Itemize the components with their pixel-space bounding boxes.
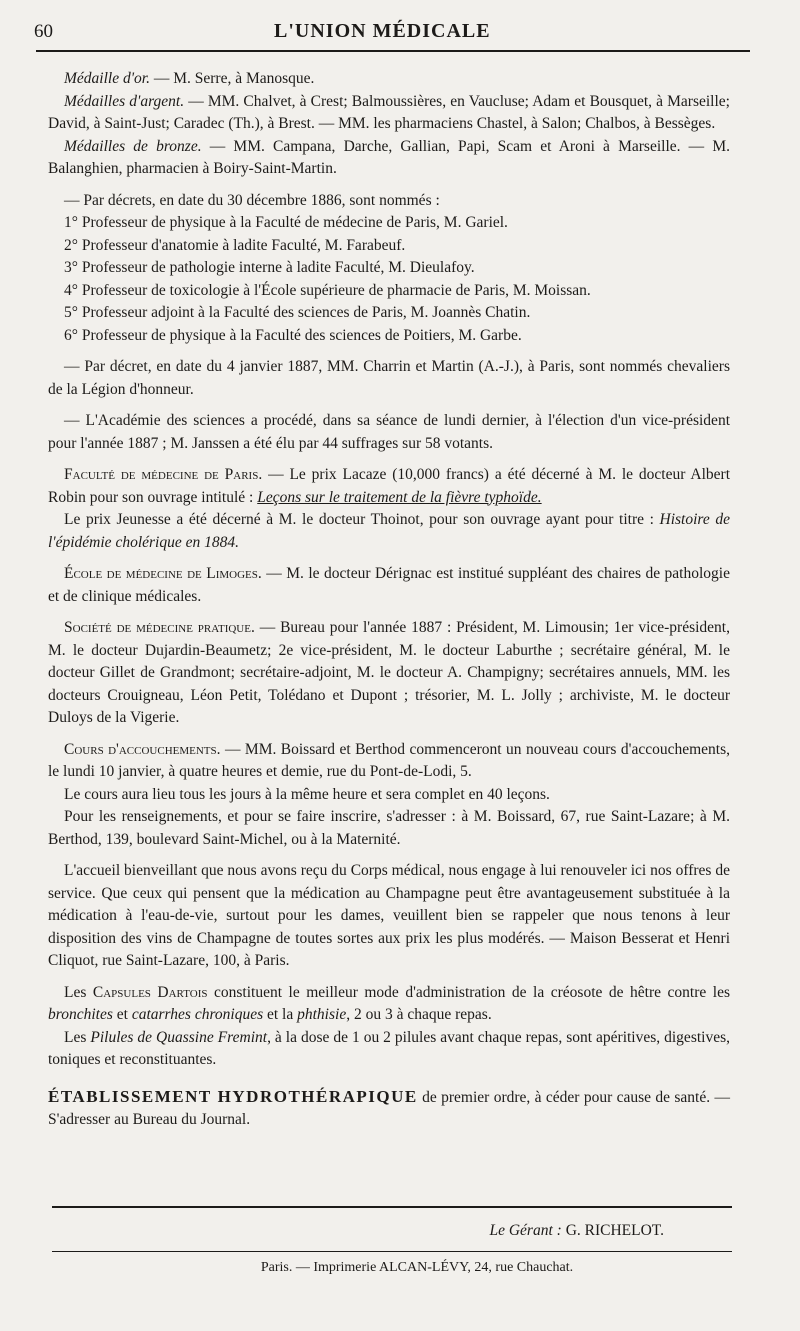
decree-item: 1° Professeur de physique à la Faculté de médecine de Paris, M. Gariel.	[64, 214, 508, 231]
section-heading: Cours d'accouchements.	[64, 740, 221, 758]
decrees-intro: — Par décrets, en date du 30 décembre 1886, sont nommés :	[64, 191, 440, 209]
section-heading: Faculté de médecine de Paris.	[64, 466, 263, 483]
page-header	[34, 20, 748, 50]
decree-item: 5° Professeur adjoint à la Faculté des sciences de Paris, M. Joannès Chatin.	[64, 304, 531, 321]
decree-item: 2° Professeur d'anatomie à ladite Faculté, M. Farabeuf.	[64, 236, 406, 254]
page-number: 60	[34, 21, 53, 42]
medal-gold: Médaille d'or. — M. Serre, à Manosque.	[64, 70, 315, 87]
legion-notice: — Par décret, en date du 4 janvier 1887, MM. Charrin et Martin (A.-J.), à Paris, sont nommés chevaliers de la Légion d'honneur.	[48, 358, 730, 398]
decree-item: 4° Professeur de toxicologie à l'École supérieure de pharmacie de Paris, M. Moissan.	[64, 281, 591, 299]
footer-rule	[52, 1251, 732, 1252]
section-heading: École de médecine de Limoges.	[64, 565, 262, 582]
societe-notice: Société de médecine pratique. — Bureau pour l'année 1887 : Président, M. Limousin; 1er vice-président, M. le docteur Dujardin-Beaumetz; 2e vice-président, M. le docteur Laburthe ; secrétaire général, M. le docteur Gillet de Grandmont; secrétaire-adjoint, M. le docteur A. Champigny; secrétaires annuels, MM. les docteurs Crouigneau, Léon Petit, Tolédano et Dupont ; trésorier, M. L. Jolly ; archiviste, M. le docteur Duloys de la Vigerie.	[48, 619, 730, 726]
medal-bronze: Médailles de bronze. — MM. Campana, Darche, Gallian, Papi, Scam et Aroni à Marseille. — M. Balanghien, pharmacien à Boiry-Saint-Martin.	[48, 137, 730, 177]
etablissement-advert: ÉTABLISSEMENT HYDROTHÉRAPIQUE de premier ordre, à céder pour cause de santé. — S'adresser au Bureau du Journal.	[48, 1086, 730, 1128]
medal-silver: Médailles d'argent. — MM. Chalvet, à Crest; Balmoussières, en Vaucluse; Adam et Bousquet, à Marseille; David, à Saint-Just; Caradec (Th.), à Brest. — MM. les pharmaciens Chastel, à Salon; Chalbos, à Bessèges.	[48, 92, 730, 132]
cours-contact: Pour les renseignements, et pour se faire inscrire, s'adresser : à M. Boissard, 67, rue Saint-Lazare; à M. Berthod, 139, boulevard Saint-Michel, ou à la Maternité.	[48, 808, 730, 848]
decree-item: 3° Professeur de pathologie interne à ladite Faculté, M. Dieulafoy.	[64, 259, 475, 276]
gerant-signature: Le Gérant : G. RICHELOT.	[489, 1222, 664, 1239]
cours-schedule: Le cours aura lieu tous les jours à la même heure et sera complet en 40 leçons.	[64, 785, 550, 803]
footer-rule	[52, 1206, 732, 1208]
article-body	[48, 68, 730, 1132]
faculte-notice: Faculté de médecine de Paris. — Le prix Lacaze (10,000 francs) a été décerné à M. le docteur Albert Robin pour son ouvrage intitulé : Leçons sur le traitement de la fièvre typhoïde.	[48, 466, 731, 506]
cours-notice: Cours d'accouchements. — MM. Boissard et Berthod commenceront un nouveau cours d'accouchements, le lundi 10 janvier, à quatre heures et demie, rue du Pont-de-Lodi, 5.	[48, 740, 730, 780]
header-rule	[36, 50, 750, 52]
limoges-notice: École de médecine de Limoges. — M. le docteur Dérignac est institué suppléant des chaires de pathologie et de clinique médicales.	[48, 565, 730, 605]
decree-item: 6° Professeur de physique à la Faculté des sciences de Poitiers, M. Garbe.	[64, 326, 522, 344]
printer-imprint: Paris. — Imprimerie ALCAN-LÉVY, 24, rue Chauchat.	[260, 1260, 574, 1275]
champagne-advert: L'accueil bienveillant que nous avons reçu du Corps médical, nous engage à lui renouveler ici nos offres de service. Que ceux qui pensent que la médication au Champagne peut être avantageusement substituée à la médication à l'eau-de-vie, surtout pour les dames, veuillent bien se rappeler que nous tenons à leur disposition des vins de Champagne de toutes sortes aux prix les plus modérés. — Maison Besserat et Henri Cliquot, rue Saint-Lazare, 100, à Paris.	[48, 862, 730, 969]
academie-notice: — L'Académie des sciences a procédé, dans sa séance de lundi dernier, à l'élection d'un vice-président pour l'année 1887 ; M. Janssen a été élu par 44 suffrages sur 58 votants.	[48, 412, 730, 452]
section-heading: Société de médecine pratique.	[64, 619, 255, 636]
capsules-advert: Les Capsules Dartois constituent le meilleur mode d'administration de la créosote de hêtre contre les bronchites et catarrhes chroniques et la phthisie, 2 ou 3 à chaque repas.	[48, 983, 730, 1023]
jeunesse-notice: Le prix Jeunesse a été décerné à M. le docteur Thoinot, pour son ouvrage ayant pour titre : Histoire de l'épidémie cholérique en 1884.	[48, 511, 730, 551]
pilules-advert: Les Pilules de Quassine Fremint, à la dose de 1 ou 2 pilules avant chaque repas, sont apéritives, digestives, toniques et reconstituantes.	[48, 1028, 730, 1068]
journal-title: L'UNION MÉDICALE	[274, 20, 491, 42]
